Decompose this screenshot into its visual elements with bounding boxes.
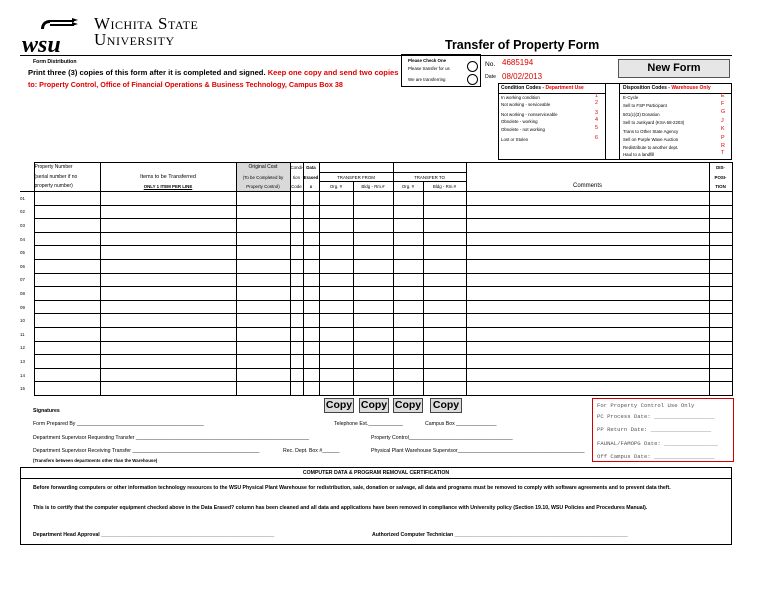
disposition-cell[interactable]	[709, 246, 732, 260]
condition-code-cell[interactable]	[290, 205, 303, 219]
item-cell[interactable]	[100, 260, 236, 274]
to-org-cell[interactable]	[393, 192, 423, 206]
disposition-cell[interactable]	[709, 232, 732, 246]
to-bldg-cell[interactable]	[423, 205, 466, 219]
copy-button-3[interactable]: Copy	[394, 399, 422, 411]
to-org-cell[interactable]	[393, 300, 423, 314]
condition-code-item: Obsolete - working	[501, 119, 538, 124]
condition-code-cell[interactable]	[290, 192, 303, 206]
form-title: Transfer of Property Form	[445, 38, 600, 52]
famopg-date[interactable]: FAUNAL/FAMOPG Date: ________________	[597, 440, 718, 447]
from-bldg-cell[interactable]	[353, 328, 393, 342]
property-number-cell[interactable]	[34, 219, 100, 233]
condition-code-cell[interactable]	[290, 273, 303, 287]
comments-cell[interactable]	[466, 314, 709, 328]
condition-code-cell[interactable]	[290, 341, 303, 355]
item-cell[interactable]	[100, 328, 236, 342]
copy-button-4[interactable]: Copy	[430, 398, 462, 413]
table-row	[20, 219, 732, 233]
to-bldg-cell[interactable]	[423, 382, 466, 396]
radio-transfer-for-us[interactable]	[467, 61, 478, 72]
condition-code-cell[interactable]	[290, 382, 303, 396]
row-number: 07	[20, 277, 25, 283]
disposition-code-item: Trans to Other State Agency	[623, 129, 679, 134]
to-bldg-cell[interactable]	[423, 287, 466, 301]
table-row	[20, 287, 732, 301]
date-label: Date	[485, 74, 496, 80]
option-we-transfer-label: We are transferring	[408, 77, 446, 82]
row-number: 11	[20, 331, 25, 337]
data-erased-cell[interactable]	[303, 246, 319, 260]
certification-para-1: Before forwarding computers or other information technology resources to the WSU Physical Plant Warehouse for redistribution, sale, donation or salvage, all data and programs must be removed to comply with software agreements and to prevent data theft.	[33, 485, 671, 491]
condition-code-cell[interactable]	[290, 260, 303, 274]
original-cost-cell[interactable]	[236, 328, 290, 342]
from-org-cell[interactable]	[319, 232, 353, 246]
to-bldg-cell[interactable]	[423, 314, 466, 328]
to-bldg-cell[interactable]	[423, 300, 466, 314]
table-row	[20, 300, 732, 314]
original-cost-cell[interactable]	[236, 382, 290, 396]
property-number-cell[interactable]	[34, 368, 100, 382]
disposition-cell[interactable]	[709, 355, 732, 369]
original-cost-cell[interactable]	[236, 368, 290, 382]
row-number: 05	[20, 250, 25, 256]
to-org-cell[interactable]	[393, 368, 423, 382]
table-row	[20, 382, 732, 396]
item-cell[interactable]	[100, 246, 236, 260]
comments-cell[interactable]	[466, 300, 709, 314]
condition-code-item: Not working - nonserviceable	[501, 112, 558, 117]
property-number-cell[interactable]	[34, 205, 100, 219]
form-distribution-label: Form Distribution	[33, 59, 77, 65]
disposition-cell[interactable]	[709, 341, 732, 355]
property-number-cell[interactable]	[34, 328, 100, 342]
property-number-cell[interactable]	[34, 246, 100, 260]
from-bldg-cell[interactable]	[353, 314, 393, 328]
col-from-bldg: Bldg - Rm.#	[353, 182, 393, 192]
row-number: 08	[20, 291, 25, 297]
table-row	[20, 368, 732, 382]
original-cost-cell[interactable]	[236, 232, 290, 246]
to-bldg-cell[interactable]	[423, 219, 466, 233]
col-transfer-from: TRANSFER FROM	[319, 172, 393, 182]
comments-cell[interactable]	[466, 246, 709, 260]
condition-code-cell[interactable]	[290, 246, 303, 260]
data-erased-cell[interactable]	[303, 192, 319, 206]
receiving-supervisor-field[interactable]: Department Supervisor Receiving Transfer ____________________________________________	[33, 448, 260, 454]
original-cost-cell[interactable]	[236, 355, 290, 369]
condition-code-item: Not working - serviceable	[501, 102, 551, 107]
comments-cell[interactable]	[466, 341, 709, 355]
item-cell[interactable]	[100, 341, 236, 355]
to-org-cell[interactable]	[393, 328, 423, 342]
signatures-heading: Signatures	[33, 408, 60, 414]
from-bldg-cell[interactable]	[353, 287, 393, 301]
data-erased-cell[interactable]	[303, 341, 319, 355]
item-cell[interactable]	[100, 300, 236, 314]
pc-process-date[interactable]: PC Process Date: __________________	[597, 413, 715, 420]
dept-supervisor-field[interactable]: Department Supervisor Requesting Transfer ____________________________________________________________	[33, 435, 310, 441]
table-row	[20, 273, 732, 287]
property-number-cell[interactable]	[34, 192, 100, 206]
table-row	[20, 341, 732, 355]
computer-technician-field[interactable]: Authorized Computer Technician ____________________________________________________________	[372, 532, 628, 538]
property-number-cell[interactable]	[34, 260, 100, 274]
comments-cell[interactable]	[466, 232, 709, 246]
distribution-address: to: Property Control, Office of Financial Operations & Business Technology, Campus Box 38	[28, 80, 343, 89]
condition-code-cell[interactable]	[290, 368, 303, 382]
to-bldg-cell[interactable]	[423, 246, 466, 260]
comments-cell[interactable]	[466, 219, 709, 233]
comments-cell[interactable]	[466, 287, 709, 301]
table-row	[20, 314, 732, 328]
disposition-code-item: Sell to Junkyard (KSA 68-2203)	[623, 120, 685, 125]
codes-panel	[498, 83, 732, 160]
university-name: Wichita State University	[94, 14, 199, 49]
to-org-cell[interactable]	[393, 355, 423, 369]
from-bldg-cell[interactable]	[353, 273, 393, 287]
disposition-cell[interactable]	[709, 192, 732, 206]
to-org-cell[interactable]	[393, 219, 423, 233]
table-row	[20, 355, 732, 369]
comments-cell[interactable]	[466, 260, 709, 274]
row-number: 04	[20, 236, 25, 242]
disposition-cell[interactable]	[709, 287, 732, 301]
certification-para-2: This is to certify that the computer equipment checked above in the Data Erased? column has been cleaned and all data and applications have been removed in compliance with University policy (Section 19.10, WSU Policies and Procedures Manual).	[33, 505, 648, 511]
from-bldg-cell[interactable]	[353, 192, 393, 206]
from-bldg-cell[interactable]	[353, 382, 393, 396]
col-items: Items to be Transferred	[100, 172, 236, 182]
item-cell[interactable]	[100, 314, 236, 328]
to-bldg-cell[interactable]	[423, 355, 466, 369]
table-row	[20, 260, 732, 274]
to-org-cell[interactable]	[393, 246, 423, 260]
property-number-cell[interactable]	[34, 355, 100, 369]
row-number: 09	[20, 304, 25, 310]
original-cost-cell[interactable]	[236, 341, 290, 355]
campus-box-field[interactable]: Campus Box ______________	[425, 421, 497, 427]
original-cost-cell[interactable]	[236, 246, 290, 260]
item-cell[interactable]	[100, 219, 236, 233]
row-number: 13	[20, 358, 25, 364]
property-number-cell[interactable]	[34, 273, 100, 287]
data-erased-cell[interactable]	[303, 273, 319, 287]
certification-box	[20, 467, 732, 545]
disposition-code-item: 501(c)(3) Donation	[623, 112, 660, 117]
off-campus-date[interactable]: Off Campus Date: __________________	[597, 453, 715, 460]
from-bldg-cell[interactable]	[353, 246, 393, 260]
radio-we-are-transferring[interactable]	[467, 74, 478, 85]
table-row	[20, 192, 732, 206]
to-bldg-cell[interactable]	[423, 328, 466, 342]
from-bldg-cell[interactable]	[353, 355, 393, 369]
property-number-cell[interactable]	[34, 382, 100, 396]
disposition-code-item: Haul to a landfill	[623, 152, 655, 157]
disposition-cell[interactable]	[709, 328, 732, 342]
condition-code-item: Obsolete - not working	[501, 127, 545, 132]
to-org-cell[interactable]	[393, 205, 423, 219]
svg-text:wsu: wsu	[22, 32, 61, 56]
from-org-cell[interactable]	[319, 246, 353, 260]
comments-cell[interactable]	[466, 192, 709, 206]
from-bldg-cell[interactable]	[353, 219, 393, 233]
to-bldg-cell[interactable]	[423, 341, 466, 355]
header-divider	[20, 55, 732, 56]
number-label: No.	[485, 61, 496, 68]
data-erased-cell[interactable]	[303, 300, 319, 314]
from-bldg-cell[interactable]	[353, 341, 393, 355]
property-number-cell[interactable]	[34, 341, 100, 355]
item-cell[interactable]	[100, 368, 236, 382]
disposition-cell[interactable]	[709, 219, 732, 233]
new-form-button[interactable]: New Form	[618, 59, 730, 78]
certification-title: COMPUTER DATA & PROGRAM REMOVAL CERTIFICATION	[302, 470, 450, 476]
data-erased-cell[interactable]	[303, 314, 319, 328]
condition-code-cell[interactable]	[290, 314, 303, 328]
condition-codes: Condition Codes - Department Use In working condition 1 Not working - serviceable 2 Not working - nonserviceable 3 Obsolete - working 4 Obsolete - not working 5 Lost or Stolen 6	[499, 84, 606, 159]
disposition-cell[interactable]	[709, 368, 732, 382]
from-org-cell[interactable]	[319, 341, 353, 355]
to-bldg-cell[interactable]	[423, 232, 466, 246]
disposition-code-item: Redistribute to another dept.	[623, 145, 679, 150]
rec-dept-box-field[interactable]: Rec. Dept. Box #______	[283, 448, 340, 454]
comments-cell[interactable]	[466, 368, 709, 382]
original-cost-cell[interactable]	[236, 205, 290, 219]
to-bldg-cell[interactable]	[423, 260, 466, 274]
original-cost-cell[interactable]	[236, 192, 290, 206]
from-org-cell[interactable]	[319, 205, 353, 219]
col-from-org: Org. #	[319, 182, 353, 192]
col-to-bldg: Bldg - Rm.#	[423, 182, 466, 192]
to-org-cell[interactable]	[393, 260, 423, 274]
table-row	[20, 328, 732, 342]
data-erased-cell[interactable]	[303, 205, 319, 219]
from-bldg-cell[interactable]	[353, 205, 393, 219]
disposition-cell[interactable]	[709, 382, 732, 396]
comments-cell[interactable]	[466, 355, 709, 369]
original-cost-cell[interactable]	[236, 314, 290, 328]
table-row	[20, 232, 732, 246]
original-cost-cell[interactable]	[236, 260, 290, 274]
original-cost-cell[interactable]	[236, 300, 290, 314]
to-org-cell[interactable]	[393, 314, 423, 328]
item-cell[interactable]	[100, 287, 236, 301]
disposition-codes: Disposition Codes - Warehouse Only E-Cycle E Sell to FSP Participant F 501(c)(3) Donation G Sell to Junkyard (KSA 68-2203) J Trans to Other State Agency K Sell on Purple Wave Auction P Redistribute to another dept. R Haul to a landfill T	[619, 84, 732, 159]
disposition-code-item: Sell on Purple Wave Auction	[623, 137, 679, 142]
col-original-cost: Original Cost	[236, 163, 290, 173]
original-cost-cell[interactable]	[236, 219, 290, 233]
item-cell[interactable]	[100, 192, 236, 206]
col-transfer-to: TRANSFER TO	[393, 172, 466, 182]
wsu-logo	[20, 18, 88, 56]
comments-cell[interactable]	[466, 273, 709, 287]
from-org-cell[interactable]	[319, 328, 353, 342]
condition-code-cell[interactable]	[290, 300, 303, 314]
pp-return-date[interactable]: PP Return Date: __________________	[597, 426, 712, 433]
condition-code-cell[interactable]	[290, 328, 303, 342]
row-number: 15	[20, 386, 25, 392]
disposition-cell[interactable]	[709, 205, 732, 219]
to-bldg-cell[interactable]	[423, 368, 466, 382]
property-control-box	[592, 398, 734, 462]
warehouse-supervisor-field[interactable]: Physical Plant Warehouse Supervisor____________________________________________	[371, 448, 585, 454]
col-comments: Comments	[466, 182, 709, 192]
item-cell[interactable]	[100, 273, 236, 287]
data-erased-cell[interactable]	[303, 368, 319, 382]
disposition-cell[interactable]	[709, 314, 732, 328]
from-org-cell[interactable]	[319, 314, 353, 328]
item-cell[interactable]	[100, 382, 236, 396]
item-cell[interactable]	[100, 232, 236, 246]
data-erased-cell[interactable]	[303, 287, 319, 301]
from-org-cell[interactable]	[319, 287, 353, 301]
condition-code-cell[interactable]	[290, 287, 303, 301]
from-org-cell[interactable]	[319, 382, 353, 396]
from-org-cell[interactable]	[319, 192, 353, 206]
row-number: 01	[20, 196, 25, 202]
from-bldg-cell[interactable]	[353, 300, 393, 314]
table-row	[20, 246, 732, 260]
col-to-org: Org. #	[393, 182, 423, 192]
from-org-cell[interactable]	[319, 273, 353, 287]
table-row	[20, 205, 732, 219]
form-number[interactable]: 4685194	[502, 58, 534, 67]
row-number: 02	[20, 209, 25, 215]
check-one-box: Please Check One Please transfer for us We are transferring	[401, 54, 481, 87]
distribution-instructions: Print three (3) copies of this form after it is completed and signed. Keep one copy and send two copies	[28, 68, 399, 77]
to-bldg-cell[interactable]	[423, 192, 466, 206]
to-org-cell[interactable]	[393, 273, 423, 287]
condition-code-cell[interactable]	[290, 232, 303, 246]
table-header-row: Property Number Original Cost Condi- Data DIS-	[20, 163, 732, 173]
item-cell[interactable]	[100, 355, 236, 369]
property-control-field[interactable]: Property Control____________________________________	[371, 435, 513, 441]
telephone-field[interactable]: Telephone Ext.____________	[334, 421, 403, 427]
from-bldg-cell[interactable]	[353, 260, 393, 274]
from-org-cell[interactable]	[319, 355, 353, 369]
comments-cell[interactable]	[466, 328, 709, 342]
from-org-cell[interactable]	[319, 260, 353, 274]
to-org-cell[interactable]	[393, 382, 423, 396]
to-bldg-cell[interactable]	[423, 273, 466, 287]
property-number-cell[interactable]	[34, 287, 100, 301]
pc-box-title: For Property Control Use Only	[597, 402, 695, 409]
original-cost-cell[interactable]	[236, 287, 290, 301]
from-org-cell[interactable]	[319, 300, 353, 314]
comments-cell[interactable]	[466, 205, 709, 219]
condition-code-cell[interactable]	[290, 219, 303, 233]
data-erased-cell[interactable]	[303, 382, 319, 396]
from-org-cell[interactable]	[319, 368, 353, 382]
row-number: 12	[20, 345, 25, 351]
dept-head-approval-field[interactable]: Department Head Approval ____________________________________________________________	[33, 532, 275, 538]
row-number: 03	[20, 223, 25, 229]
condition-code-cell[interactable]	[290, 355, 303, 369]
condition-code-item: Lost or Stolen	[501, 137, 529, 142]
copy-button-1[interactable]: Copy	[325, 399, 353, 411]
condition-code-item: In working condition	[501, 95, 540, 100]
property-number-cell[interactable]	[34, 300, 100, 314]
data-erased-cell[interactable]	[303, 328, 319, 342]
property-table: Property Number Original Cost Condi- Data DIS- (serial number if no Items to be Transferred (To be Completed by tion Erased TRANSFER FROM TRANSFER TO POSI- property number) ONLY 1 ITEM PER LINE Property Control) Code x Org. # Bldg - Rm.# Org. # Bldg - Rm.# Comments TION 01 02 03 04 05 06 07 08 09 10 11 12 13 14 15	[20, 162, 733, 396]
disposition-cell[interactable]	[709, 260, 732, 274]
copy-button-2[interactable]: Copy	[360, 399, 388, 411]
disposition-code-item: E-Cycle	[623, 95, 639, 100]
row-number: 10	[20, 318, 25, 324]
data-erased-cell[interactable]	[303, 355, 319, 369]
row-number: 06	[20, 263, 25, 269]
data-erased-cell[interactable]	[303, 260, 319, 274]
date-field[interactable]: 08/02/2013	[502, 72, 543, 81]
data-erased-cell[interactable]	[303, 232, 319, 246]
disposition-cell[interactable]	[709, 273, 732, 287]
transfers-note: (Transfers between departments other than the Warehouse)	[33, 458, 158, 463]
property-number-cell[interactable]	[34, 232, 100, 246]
to-org-cell[interactable]	[393, 341, 423, 355]
to-org-cell[interactable]	[393, 287, 423, 301]
comments-cell[interactable]	[466, 382, 709, 396]
to-org-cell[interactable]	[393, 232, 423, 246]
option-transfer-for-us-label: Please transfer for us	[408, 66, 450, 71]
col-property-number: Property Number	[34, 163, 100, 173]
original-cost-cell[interactable]	[236, 273, 290, 287]
from-org-cell[interactable]	[319, 219, 353, 233]
item-cell[interactable]	[100, 205, 236, 219]
property-number-cell[interactable]	[34, 314, 100, 328]
prepared-by-field[interactable]: Form Prepared By ____________________________________________	[33, 421, 204, 427]
disposition-cell[interactable]	[709, 300, 732, 314]
row-number: 14	[20, 372, 25, 378]
from-bldg-cell[interactable]	[353, 368, 393, 382]
disposition-code-item: Sell to FSP Participant	[623, 103, 667, 108]
data-erased-cell[interactable]	[303, 219, 319, 233]
from-bldg-cell[interactable]	[353, 232, 393, 246]
